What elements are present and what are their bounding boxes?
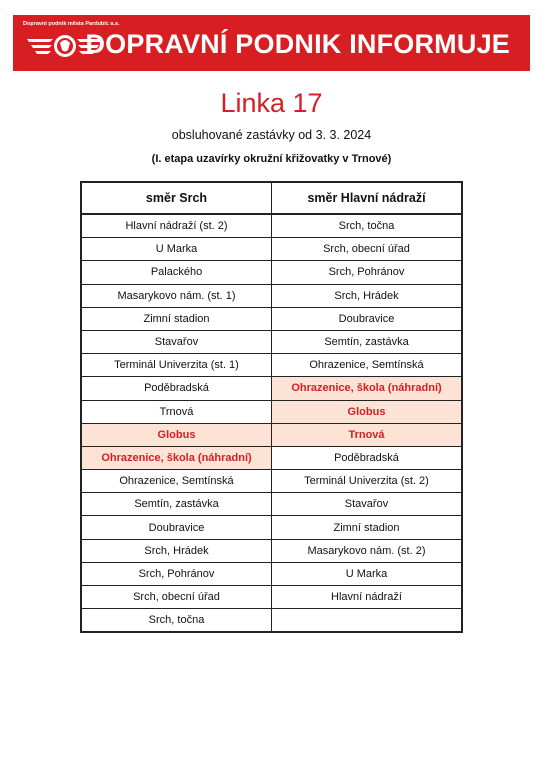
stop-srch-direction: Stavařov (81, 330, 272, 353)
header-title: DOPRAVNÍ PODNIK INFORMUJE (85, 29, 510, 59)
header-banner (13, 15, 530, 71)
table-row (81, 609, 462, 633)
stop-hlavni-nadrazi-direction: Stavařov (272, 493, 463, 516)
stop-hlavni-nadrazi-direction: Zimní stadion (272, 516, 463, 539)
stop-srch-direction: Palackého (81, 261, 272, 284)
stop-srch-direction: Hlavní nádraží (st. 2) (81, 214, 272, 238)
table-row (81, 284, 462, 307)
table-header-row (81, 182, 462, 214)
stop-hlavni-nadrazi-direction: Globus (272, 400, 463, 423)
table-row (81, 470, 462, 493)
stops-table (80, 181, 463, 633)
stop-srch-direction: Ohrazenice, Semtínská (81, 470, 272, 493)
table-row (81, 446, 462, 469)
stop-srch-direction: U Marka (81, 238, 272, 261)
stop-srch-direction: Srch, obecní úřad (81, 586, 272, 609)
stop-hlavni-nadrazi-direction: Srch, Hrádek (272, 284, 463, 307)
table-row (81, 214, 462, 238)
stop-srch-direction: Zimní stadion (81, 307, 272, 330)
stop-hlavni-nadrazi-direction: U Marka (272, 562, 463, 585)
table-row (81, 330, 462, 353)
stop-hlavni-nadrazi-direction: Semtín, zastávka (272, 330, 463, 353)
stop-srch-direction: Srch, Pohránov (81, 562, 272, 585)
stop-srch-direction: Globus (81, 423, 272, 446)
stop-srch-direction: Doubravice (81, 516, 272, 539)
table-row (81, 539, 462, 562)
table-row (81, 562, 462, 585)
table-row (81, 493, 462, 516)
table-row (81, 586, 462, 609)
company-name: Dopravní podnik města Pardubic a.s. (23, 21, 120, 27)
stop-hlavni-nadrazi-direction: Srch, Pohránov (272, 261, 463, 284)
stop-hlavni-nadrazi-direction: Doubravice (272, 307, 463, 330)
stop-srch-direction: Poděbradská (81, 377, 272, 400)
stop-hlavni-nadrazi-direction (272, 609, 463, 633)
column-header-srch: směr Srch (81, 182, 272, 214)
stop-hlavni-nadrazi-direction: Ohrazenice, Semtínská (272, 354, 463, 377)
stop-hlavni-nadrazi-direction: Srch, obecní úřad (272, 238, 463, 261)
table-row (81, 516, 462, 539)
stop-hlavni-nadrazi-direction: Srch, točna (272, 214, 463, 238)
stop-srch-direction: Srch, točna (81, 609, 272, 633)
stop-srch-direction: Ohrazenice, škola (náhradní) (81, 446, 272, 469)
stop-srch-direction: Terminál Univerzita (st. 1) (81, 354, 272, 377)
table-row (81, 400, 462, 423)
stop-srch-direction: Srch, Hrádek (81, 539, 272, 562)
table-row (81, 261, 462, 284)
stop-srch-direction: Semtín, zastávka (81, 493, 272, 516)
stop-srch-direction: Trnová (81, 400, 272, 423)
table-row (81, 377, 462, 400)
closure-note: (I. etapa uzavírky okružní křižovatky v Trnové) (151, 153, 392, 165)
stop-srch-direction: Masarykovo nám. (st. 1) (81, 284, 272, 307)
table-row (81, 307, 462, 330)
stop-hlavni-nadrazi-direction: Trnová (272, 423, 463, 446)
table-row (81, 238, 462, 261)
line-title: Linka 17 (220, 88, 323, 118)
stop-hlavni-nadrazi-direction: Poděbradská (272, 446, 463, 469)
stop-hlavni-nadrazi-direction: Ohrazenice, škola (náhradní) (272, 377, 463, 400)
stop-hlavni-nadrazi-direction: Masarykovo nám. (st. 2) (272, 539, 463, 562)
table-row (81, 423, 462, 446)
valid-from-subtitle: obsluhované zastávky od 3. 3. 2024 (171, 128, 372, 142)
stops-table-body (81, 214, 462, 632)
table-row (81, 354, 462, 377)
stop-hlavni-nadrazi-direction: Terminál Univerzita (st. 2) (272, 470, 463, 493)
column-header-hlavni-nadrazi: směr Hlavní nádraží (272, 182, 463, 214)
stop-hlavni-nadrazi-direction: Hlavní nádraží (272, 586, 463, 609)
